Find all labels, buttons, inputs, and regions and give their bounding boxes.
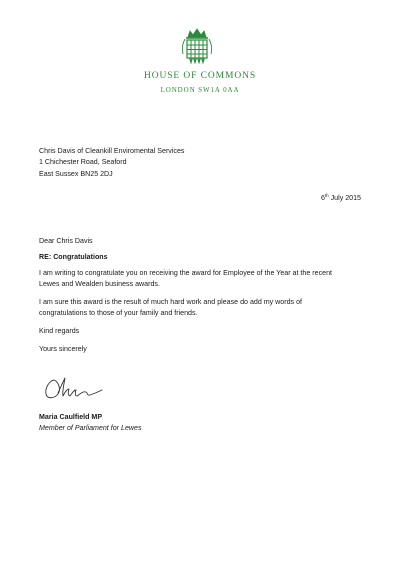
kind-regards: Kind regards xyxy=(39,327,80,335)
body-paragraph-1: I am writing to congratulate you on receiving the award for Employee of the Year at the recent Lewes and Wealden business awards. xyxy=(39,269,332,288)
salutation: Dear Chris Davis xyxy=(39,237,93,245)
handwritten-signature xyxy=(40,372,106,404)
signer-role: Member of Parliament for Lewes xyxy=(39,424,142,432)
date-suffix: th xyxy=(324,193,329,198)
date-day: 6 xyxy=(320,194,325,202)
signer-name: Maria Caulfield MP xyxy=(39,413,103,421)
sign-off: Yours sincerely xyxy=(39,345,87,353)
body-paragraph-2: I am sure this award is the result of much hard work and please do add my words of congratulations to those of your family and friends. xyxy=(39,298,302,317)
recipient-address xyxy=(39,146,184,180)
address-line-1: 1 Chichester Road, Seaford xyxy=(39,158,127,167)
subject-line: RE: Congratulations xyxy=(39,253,108,261)
letterhead-title: HOUSE OF COMMONS xyxy=(143,71,257,81)
recipient-name: Chris Davis of Cleankill Enviromental Services xyxy=(39,147,185,155)
date-month-year: July 2015 xyxy=(328,194,361,202)
letter-date xyxy=(321,193,361,202)
address-line-2: East Sussex BN25 2DJ xyxy=(39,169,113,178)
portcullis-icon xyxy=(180,28,214,64)
letterhead-subtitle: LONDON SW1A 0AA xyxy=(160,86,240,94)
